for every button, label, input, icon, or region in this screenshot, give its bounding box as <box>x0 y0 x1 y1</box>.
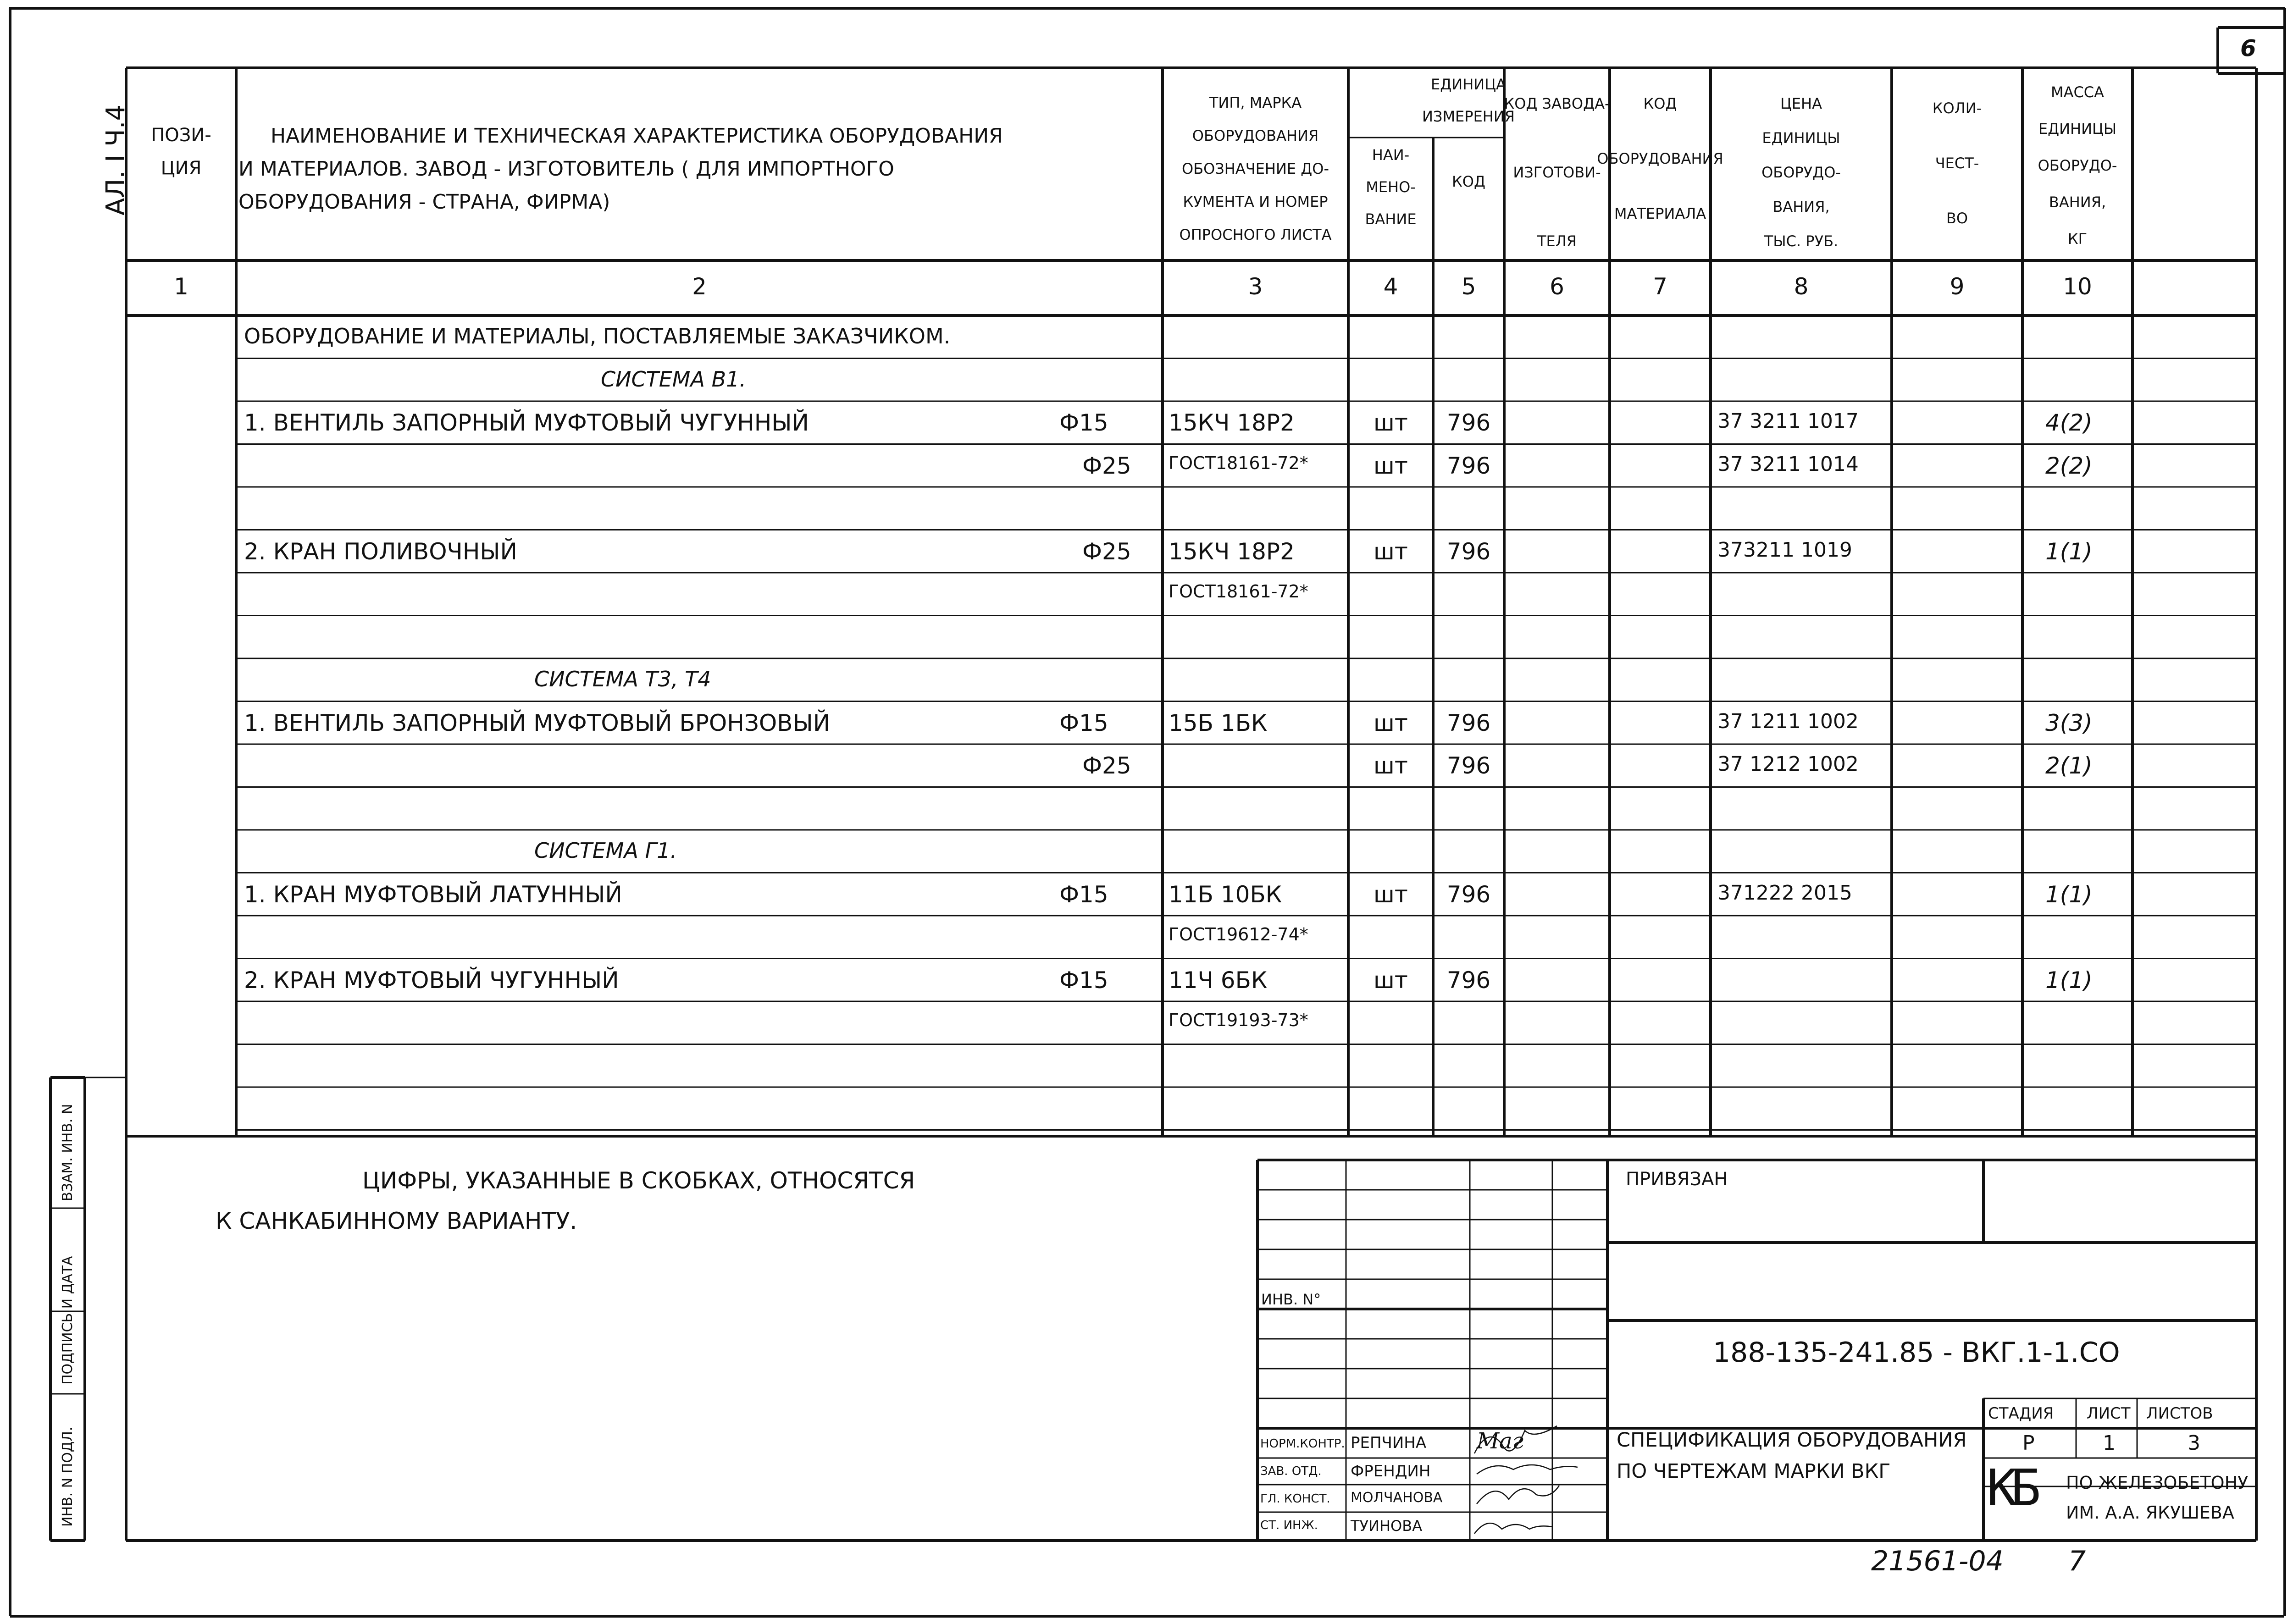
header-unit-group-line: ИЗМЕРЕНИЯ <box>1422 108 1515 125</box>
stage-label: СТАДИЯ <box>1988 1404 2054 1423</box>
column-number: 7 <box>1653 273 1667 300</box>
header-col6-line: ТЕЛЯ <box>1537 232 1577 250</box>
sheets-label: ЛИСТОВ <box>2146 1404 2213 1423</box>
item-name: 2. КРАН МУФТОВЫЙ ЧУГУННЫЙ <box>244 967 619 994</box>
header-col2-line: ОБОРУДОВАНИЯ - СТРАНА, ФИРМА) <box>238 190 610 214</box>
item-unit: шт <box>1374 409 1408 436</box>
section-title: СИСТЕМА В1. <box>601 366 747 392</box>
item-diameter: Ф15 <box>1059 967 1108 994</box>
item-material-code: 373211 1019 <box>1717 538 1852 562</box>
name-senior-engineer: ТУИНОВА <box>1351 1517 1423 1535</box>
item-material-code: 371222 2015 <box>1717 881 1852 905</box>
item-unit-code: 796 <box>1446 752 1491 779</box>
item-material-code: 37 3211 1014 <box>1717 452 1859 476</box>
header-col5-line: КОД <box>1452 173 1485 190</box>
header-col10-line: ОБОРУДО- <box>2038 157 2117 174</box>
name-dept-head: ФРЕНДИН <box>1351 1462 1431 1480</box>
column-number: 8 <box>1794 273 1809 300</box>
item-type: ГОСТ18161-72* <box>1169 453 1308 473</box>
item-type: 11Б 10БК <box>1169 881 1282 908</box>
column-number: 4 <box>1383 273 1398 300</box>
column-number: 9 <box>1950 273 1965 300</box>
column-number: 6 <box>1550 273 1564 300</box>
item-unit-code: 796 <box>1446 452 1491 479</box>
column-number: 5 <box>1461 273 1476 300</box>
column-number: 2 <box>692 273 707 300</box>
item-quantity: 1(1) <box>2045 881 2093 908</box>
note-line-1: ЦИФРЫ, УКАЗАННЫЕ В СКОБКАХ, ОТНОСЯТСЯ <box>362 1167 915 1194</box>
header-col6-line: ИЗГОТОВИ- <box>1513 164 1601 181</box>
column-number: 1 <box>174 273 188 300</box>
header-unit-group-line: ЕДИНИЦА <box>1431 76 1506 93</box>
item-quantity: 2(1) <box>2045 752 2093 779</box>
header-col4-line: НАИ- <box>1372 146 1410 164</box>
stage-value: Р <box>2022 1431 2035 1455</box>
doc-title-line-2: ПО ЧЕРТЕЖАМ МАРКИ ВКГ <box>1617 1460 1891 1483</box>
item-quantity: 3(3) <box>2045 709 2093 736</box>
header-col2-line: И МАТЕРИАЛОВ. ЗАВОД - ИЗГОТОВИТЕЛЬ ( ДЛЯ ИМПОРТНОГО <box>238 157 894 181</box>
item-unit-code: 796 <box>1446 967 1491 994</box>
item-name: 1. ВЕНТИЛЬ ЗАПОРНЫЙ МУФТОВЫЙ ЧУГУННЫЙ <box>244 409 809 436</box>
item-type: 15КЧ 18Р2 <box>1169 409 1295 436</box>
item-name: 2. КРАН ПОЛИВОЧНЫЙ <box>244 538 517 565</box>
sheet-label: ЛИСТ <box>2087 1404 2131 1423</box>
item-unit: шт <box>1374 709 1408 736</box>
side-stamp-replaced-inv: ВЗАМ. ИНВ. N <box>60 1104 76 1201</box>
section-title: СИСТЕМА Т3, Т4 <box>534 667 711 691</box>
footer-number: 21561-04 <box>1871 1545 2004 1577</box>
header-col3-line: ОПРОСНОГО ЛИСТА <box>1179 226 1332 243</box>
item-unit-code: 796 <box>1446 881 1491 908</box>
header-col10-line: ЕДИНИЦЫ <box>2038 120 2117 138</box>
header-col7-line: ОБОРУДОВАНИЯ <box>1597 150 1723 167</box>
header-col3-line: ОБОРУДОВАНИЯ <box>1192 127 1319 144</box>
item-diameter: Ф15 <box>1059 409 1108 436</box>
header-col9-line: ВО <box>1946 210 1968 227</box>
section-title: СИСТЕМА Г1. <box>534 838 677 863</box>
doc-code: 188-135-241.85 - ВКГ.1-1.СО <box>1713 1337 2120 1369</box>
header-col1-line: ПОЗИ- <box>151 125 211 146</box>
header-col8-line: ВАНИЯ, <box>1772 198 1830 215</box>
signature-norm-control: Маг <box>1477 1428 1524 1454</box>
side-stamp-signature-date: ПОДПИСЬ И ДАТА <box>60 1256 76 1385</box>
note-line-2: К САНКАБИННОМУ ВАРИАНТУ. <box>216 1208 577 1234</box>
item-unit: шт <box>1374 538 1408 565</box>
item-type: 11Ч 6БК <box>1169 967 1268 994</box>
header-col3-line: КУМЕНТА И НОМЕР <box>1183 193 1328 210</box>
org-line-1: ПО ЖЕЛЕЗОБЕТОНУ <box>2066 1473 2249 1493</box>
album-mark: АЛ. I Ч.4 <box>101 104 131 215</box>
header-col7-line: КОД <box>1643 95 1677 112</box>
item-diameter: Ф25 <box>1082 752 1131 779</box>
item-unit-code: 796 <box>1446 409 1491 436</box>
item-name: 1. КРАН МУФТОВЫЙ ЛАТУННЫЙ <box>244 881 622 908</box>
privyazan-label: ПРИВЯЗАН <box>1626 1169 1728 1190</box>
name-norm-control: РЕПЧИНА <box>1351 1434 1427 1452</box>
header-col7-line: МАТЕРИАЛА <box>1614 205 1706 222</box>
header-col4-line: МЕНО- <box>1366 178 1416 196</box>
header-col3-line: ОБОЗНАЧЕНИЕ ДО- <box>1181 160 1329 177</box>
name-chief-constructor: МОЛЧАНОВА <box>1351 1490 1443 1506</box>
header-col8-line: ОБОРУДО- <box>1761 164 1841 181</box>
item-quantity: 2(2) <box>2045 452 2093 479</box>
item-material-code: 37 1211 1002 <box>1717 709 1859 733</box>
header-col8-line: ЕДИНИЦЫ <box>1762 129 1840 147</box>
sheet-number: 6 <box>2240 35 2256 61</box>
column-number: 3 <box>1248 273 1263 300</box>
item-unit: шт <box>1374 452 1408 479</box>
item-diameter: Ф15 <box>1059 709 1108 736</box>
header-col9-line: КОЛИ- <box>1932 99 1982 117</box>
role-senior-engineer: СТ. ИНЖ. <box>1260 1519 1318 1532</box>
item-material-code: 37 3211 1017 <box>1717 409 1859 433</box>
role-chief-constructor: ГЛ. КОНСТ. <box>1260 1492 1330 1506</box>
item-diameter: Ф25 <box>1082 538 1131 565</box>
header-col8-line: ЦЕНА <box>1780 95 1822 112</box>
footer-page: 7 <box>2068 1545 2086 1577</box>
header-col1-line: ЦИЯ <box>161 158 202 179</box>
item-unit: шт <box>1374 752 1408 779</box>
role-dept-head: ЗАВ. ОТД. <box>1260 1464 1322 1478</box>
item-unit-code: 796 <box>1446 538 1491 565</box>
item-material-code: 37 1212 1002 <box>1717 752 1859 776</box>
item-type: 15КЧ 18Р2 <box>1169 538 1295 565</box>
item-unit: шт <box>1374 881 1408 908</box>
item-quantity: 1(1) <box>2045 967 2093 994</box>
item-quantity: 4(2) <box>2045 409 2093 436</box>
column-number: 10 <box>2063 273 2092 300</box>
header-col10-line: ВАНИЯ, <box>2049 193 2106 211</box>
item-diameter: Ф15 <box>1059 881 1108 908</box>
header-col10-line: КГ <box>2067 230 2088 248</box>
side-stamp-original-inv: ИНВ. N ПОДЛ. <box>60 1426 76 1527</box>
header-col10-line: МАССА <box>2050 83 2105 101</box>
kb-monogram-icon: КБ <box>1987 1458 2035 1517</box>
header-col3-line: ТИП, МАРКА <box>1209 94 1302 111</box>
header-col2-line: НАИМЕНОВАНИЕ И ТЕХНИЧЕСКАЯ ХАРАКТЕРИСТИКА ОБОРУДОВАНИЯ <box>271 124 1003 148</box>
item-name: ОБОРУДОВАНИЕ И МАТЕРИАЛЫ, ПОСТАВЛЯЕМЫЕ ЗАКАЗЧИКОМ. <box>244 324 951 348</box>
item-type: 15Б 1БК <box>1169 709 1268 736</box>
item-quantity: 1(1) <box>2045 538 2093 565</box>
item-unit-code: 796 <box>1446 709 1491 736</box>
sheet-value: 1 <box>2103 1431 2116 1455</box>
role-norm-control: НОРМ.КОНТР. <box>1260 1437 1345 1451</box>
sheets-value: 3 <box>2188 1431 2200 1455</box>
inv-label: ИНВ. N° <box>1261 1291 1321 1308</box>
header-col4-line: ВАНИЕ <box>1365 210 1417 228</box>
org-line-2: ИМ. А.А. ЯКУШЕВА <box>2066 1502 2234 1523</box>
doc-title-line-1: СПЕЦИФИКАЦИЯ ОБОРУДОВАНИЯ <box>1617 1429 1967 1452</box>
header-col9-line: ЧЕСТ- <box>1935 155 1979 172</box>
item-type: ГОСТ19193-73* <box>1169 1010 1308 1030</box>
item-name: 1. ВЕНТИЛЬ ЗАПОРНЫЙ МУФТОВЫЙ БРОНЗОВЫЙ <box>244 709 831 736</box>
item-unit: шт <box>1374 967 1408 994</box>
header-col6-line: КОД ЗАВОДА- <box>1504 95 1610 112</box>
item-type: ГОСТ18161-72* <box>1169 581 1308 602</box>
header-col8-line: ТЫС. РУБ. <box>1764 232 1839 250</box>
item-type: ГОСТ19612-74* <box>1169 924 1308 945</box>
item-diameter: Ф25 <box>1082 452 1131 479</box>
